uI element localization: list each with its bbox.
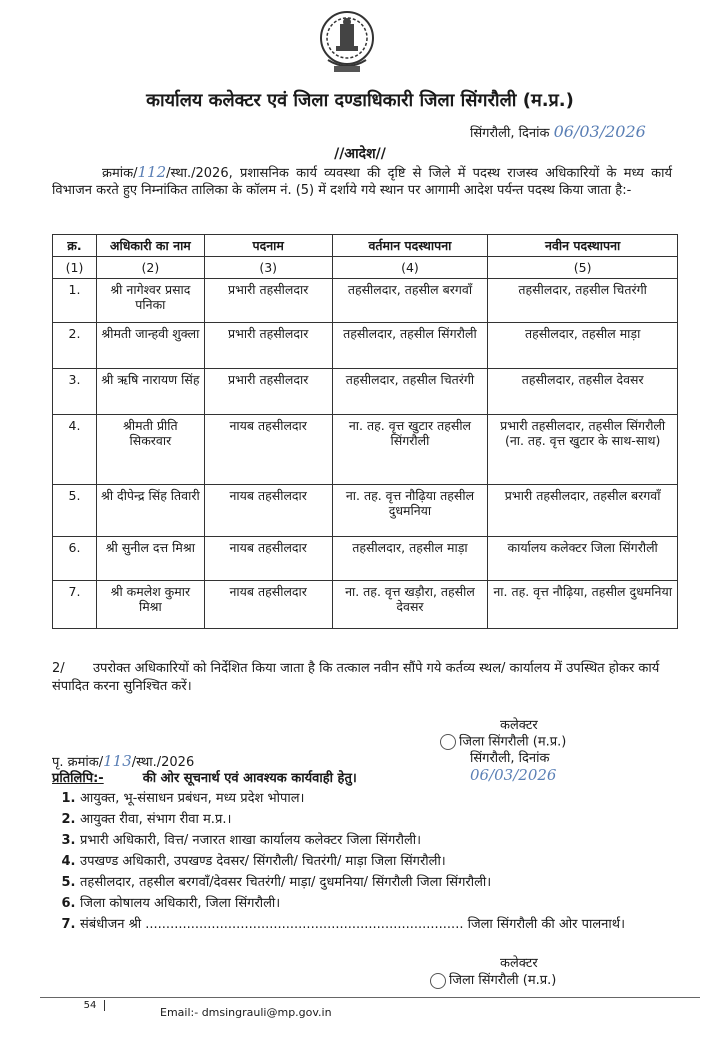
table-cell: प्रभारी तहसीलदार, तहसील सिंगरौली (ना. तह. वृत्त खुटार के साथ-साथ) [488, 415, 678, 485]
office-title: कार्यालय कलेक्टर एवं जिला दण्डाधिकारी जिला सिंगरौली (म.प्र.) [146, 90, 574, 111]
table-cell: नायब तहसीलदार [204, 415, 332, 485]
place-date-label: सिंगरौली, दिनांक [470, 126, 550, 141]
col-number: (3) [204, 257, 332, 279]
copy-list [60, 788, 680, 935]
table-col-number-row [53, 257, 678, 279]
para-text: उपरोक्त अधिकारियों को निर्देशित किया जाता है कि तत्काल नवीन सौंपे गये कर्तव्य स्थल/ कार्यालय में उपस्थित होकर कार्य संपादित करना सुनिश्चित करें। [52, 661, 660, 694]
table-cell: तहसीलदार, तहसील सिंगरौली [332, 323, 488, 369]
seal-icon [440, 734, 456, 750]
table-row [53, 279, 678, 323]
table-cell: श्री ऋषि नारायण सिंह [96, 369, 204, 415]
table-cell: 2. [53, 323, 97, 369]
table-header: पदनाम [204, 235, 332, 257]
table-cell: ना. तह. वृत्त खुटार तहसील सिंगरौली [332, 415, 488, 485]
list-item [80, 830, 680, 851]
list-item [80, 788, 680, 809]
footer-email: Email:- dmsingrauli@mp.gov.in [160, 1006, 332, 1019]
footer-divider [40, 997, 700, 998]
order-body: प्रशासनिक कार्य व्यवस्था की दृष्टि से जिले में पदस्थ राजस्व अधिकारियों के मध्य कार्य विभाजन करते हुए निम्नांकित तालिका के कॉलम नं. (5) में दर्शाये गये स्थान पर आगामी आदेश पर्यन्त पदस्थ किया जाता है:- [52, 166, 672, 198]
list-item-text: जिला कोषालय अधिकारी, जिला सिंगरौली। [80, 896, 281, 911]
col-number: (1) [53, 257, 97, 279]
table-cell: 5. [53, 485, 97, 537]
signature-block [440, 718, 640, 785]
table-cell: श्री सुनील दत्त मिश्रा [96, 537, 204, 581]
table-cell: ना. तह. वृत्त नौढ़िया, तहसील दुधमनिया [488, 581, 678, 629]
table-cell: 4. [53, 415, 97, 485]
list-item-text: उपखण्ड अधिकारी, उपखण्ड देवसर/ सिंगरौली/ चितरंगी/ माड़ा जिला सिंगरौली। [80, 854, 446, 869]
table-cell: 3. [53, 369, 97, 415]
table-cell: नायब तहसीलदार [204, 485, 332, 537]
table-row [53, 415, 678, 485]
table-cell: श्रीमती प्रीति सिकरवार [96, 415, 204, 485]
list-item [80, 809, 680, 830]
table-row [53, 369, 678, 415]
table-cell: ना. तह. वृत्त खड़ौरा, तहसील देवसर [332, 581, 488, 629]
table-cell: नायब तहसीलदार [204, 537, 332, 581]
col-number: (4) [332, 257, 488, 279]
table-row [53, 485, 678, 537]
page-number: 54 [82, 1000, 105, 1011]
signature-district: जिला सिंगरौली (म.प्र.) [459, 734, 567, 750]
table-cell: प्रभारी तहसीलदार [204, 323, 332, 369]
table-cell: तहसीलदार, तहसील देवसर [488, 369, 678, 415]
place-date [470, 122, 646, 141]
list-item [80, 851, 680, 872]
copy-label [52, 768, 357, 786]
table-cell: तहसीलदार, तहसील चितरंगी [488, 279, 678, 323]
list-item-text: आयुक्त रीवा, संभाग रीवा म.प्र.। [80, 812, 232, 827]
list-item-text: आयुक्त, भू-संसाधन प्रबंधन, मध्य प्रदेश भोपाल। [80, 791, 305, 806]
signature-designation: कलेक्टर [500, 718, 538, 733]
instruction-paragraph [52, 660, 672, 696]
table-cell: तहसीलदार, तहसील माड़ा [488, 323, 678, 369]
list-item-text: संबंधीजन श्री ............................................................................. जिला सिंगरौली की ओर पालनार्थ। [80, 917, 626, 932]
order-ref-number: 112 [137, 163, 167, 181]
table-cell: कार्यालय कलेक्टर जिला सिंगरौली [488, 537, 678, 581]
table-cell: प्रभारी तहसीलदार, तहसील बरगवाँ [488, 485, 678, 537]
posting-table [52, 234, 678, 629]
col-number: (5) [488, 257, 678, 279]
table-cell: नायब तहसीलदार [204, 581, 332, 629]
table-header: क्र. [53, 235, 97, 257]
order-ref-suffix: /स्था./2026, [166, 166, 233, 181]
table-cell: 7. [53, 581, 97, 629]
para-number: 2/ [52, 661, 65, 676]
table-cell: ना. तह. वृत्त नौढ़िया तहसील दुधमनिया [332, 485, 488, 537]
signature-designation: कलेक्टर [500, 956, 538, 971]
handwritten-date: 06/03/2026 [553, 122, 646, 141]
signature-district: जिला सिंगरौली (म.प्र.) [449, 973, 557, 988]
table-row [53, 581, 678, 629]
table-header-row [53, 235, 678, 257]
table-cell: 6. [53, 537, 97, 581]
table-cell: प्रभारी तहसीलदार [204, 369, 332, 415]
copy-ref-suffix: /स्था./2026 [131, 755, 195, 770]
table-row [53, 323, 678, 369]
list-item [80, 872, 680, 893]
state-emblem-icon [318, 8, 376, 78]
list-item [80, 914, 680, 935]
order-ref-prefix: क्रमांक/ [102, 166, 138, 181]
handwritten-date: 06/03/2026 [470, 765, 557, 784]
table-cell: तहसीलदार, तहसील चितरंगी [332, 369, 488, 415]
table-header: नवीन पदस्थापना [488, 235, 678, 257]
copy-purpose: की ओर सूचनार्थ एवं आवश्यक कार्यवाही हेतु। [142, 771, 357, 786]
table-cell: तहसीलदार, तहसील माड़ा [332, 537, 488, 581]
copy-ref-number: 113 [103, 752, 132, 770]
order-paragraph [52, 164, 672, 199]
order-heading: //आदेश// [334, 146, 386, 162]
signature-place-date: सिंगरौली, दिनांक [470, 750, 550, 766]
copy-label-text: प्रतिलिपि:- [52, 771, 104, 786]
table-cell: तहसीलदार, तहसील बरगवाँ [332, 279, 488, 323]
col-number: (2) [96, 257, 204, 279]
table-cell: प्रभारी तहसीलदार [204, 279, 332, 323]
table-cell: 1. [53, 279, 97, 323]
signature-block-2 [430, 955, 630, 989]
table-header: अधिकारी का नाम [96, 235, 204, 257]
seal-icon [430, 973, 446, 989]
copy-ref-prefix: पृ. क्रमांक/ [52, 755, 104, 770]
table-row [53, 537, 678, 581]
table-cell: श्री नागेश्वर प्रसाद पनिका [96, 279, 204, 323]
list-item-text: प्रभारी अधिकारी, वित्त/ नजारत शाखा कार्यालय कलेक्टर जिला सिंगरौली। [80, 833, 422, 848]
table-header: वर्तमान पदस्थापना [332, 235, 488, 257]
table-cell: श्री दीपेन्द्र सिंह तिवारी [96, 485, 204, 537]
list-item-text: तहसीलदार, तहसील बरगवाँ/देवसर चितरंगी/ माड़ा/ दुधमनिया/ सिंगरौली जिला सिंगरौली। [80, 875, 492, 890]
list-item [80, 893, 680, 914]
table-cell: श्रीमती जान्हवी शुक्ला [96, 323, 204, 369]
table-cell: श्री कमलेश कुमार मिश्रा [96, 581, 204, 629]
